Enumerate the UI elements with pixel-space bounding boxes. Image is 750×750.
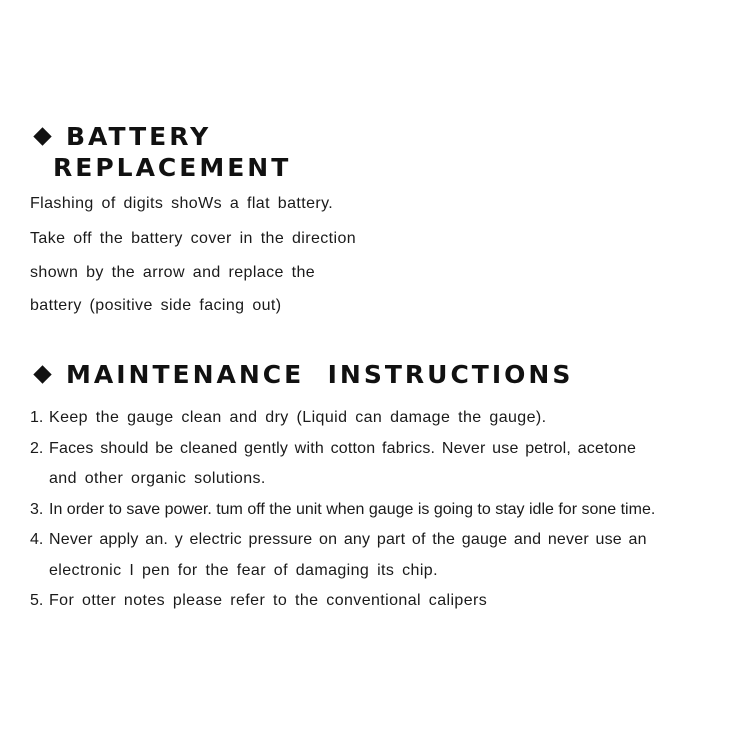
battery-text-line: Take off the battery cover in the direction (30, 230, 357, 247)
list-item-number: 1. (30, 409, 44, 426)
diamond-bullet-icon (33, 365, 51, 383)
list-item-number: 2. (30, 440, 44, 457)
battery-text-line: shown by the arrow and replace the (30, 264, 316, 281)
list-item-text: and other organic solutions. (49, 470, 266, 487)
list-item-text: In order to save power. tum off the unit when gauge is going to stay idle for sone time. (49, 501, 656, 518)
battery-title-line1: BATTERY (66, 122, 212, 151)
list-item-text: electronic I pen for the fear of damaging its chip. (49, 562, 438, 579)
list-item-text: Faces should be cleaned gently with cotton fabrics. Never use petrol, acetone (49, 440, 637, 457)
list-item-text: Never apply an. y electric pressure on any part of the gauge and never use an (49, 531, 647, 548)
list-item-text: For otter notes please refer to the conventional calipers (49, 592, 488, 609)
list-item-number: 3. (30, 501, 44, 518)
battery-text-line: Flashing of digits shoWs a flat battery. (30, 195, 334, 212)
maintenance-title: MAINTENANCE INSTRUCTIONS (66, 360, 574, 389)
battery-text-line: battery (positive side facing out) (30, 297, 282, 314)
diamond-bullet-icon (33, 127, 51, 145)
list-item-number: 5. (30, 592, 44, 609)
list-item-number: 4. (30, 531, 44, 548)
battery-title-line2: REPLACEMENT (53, 153, 292, 182)
list-item-text: Keep the gauge clean and dry (Liquid can damage the gauge). (49, 409, 547, 426)
